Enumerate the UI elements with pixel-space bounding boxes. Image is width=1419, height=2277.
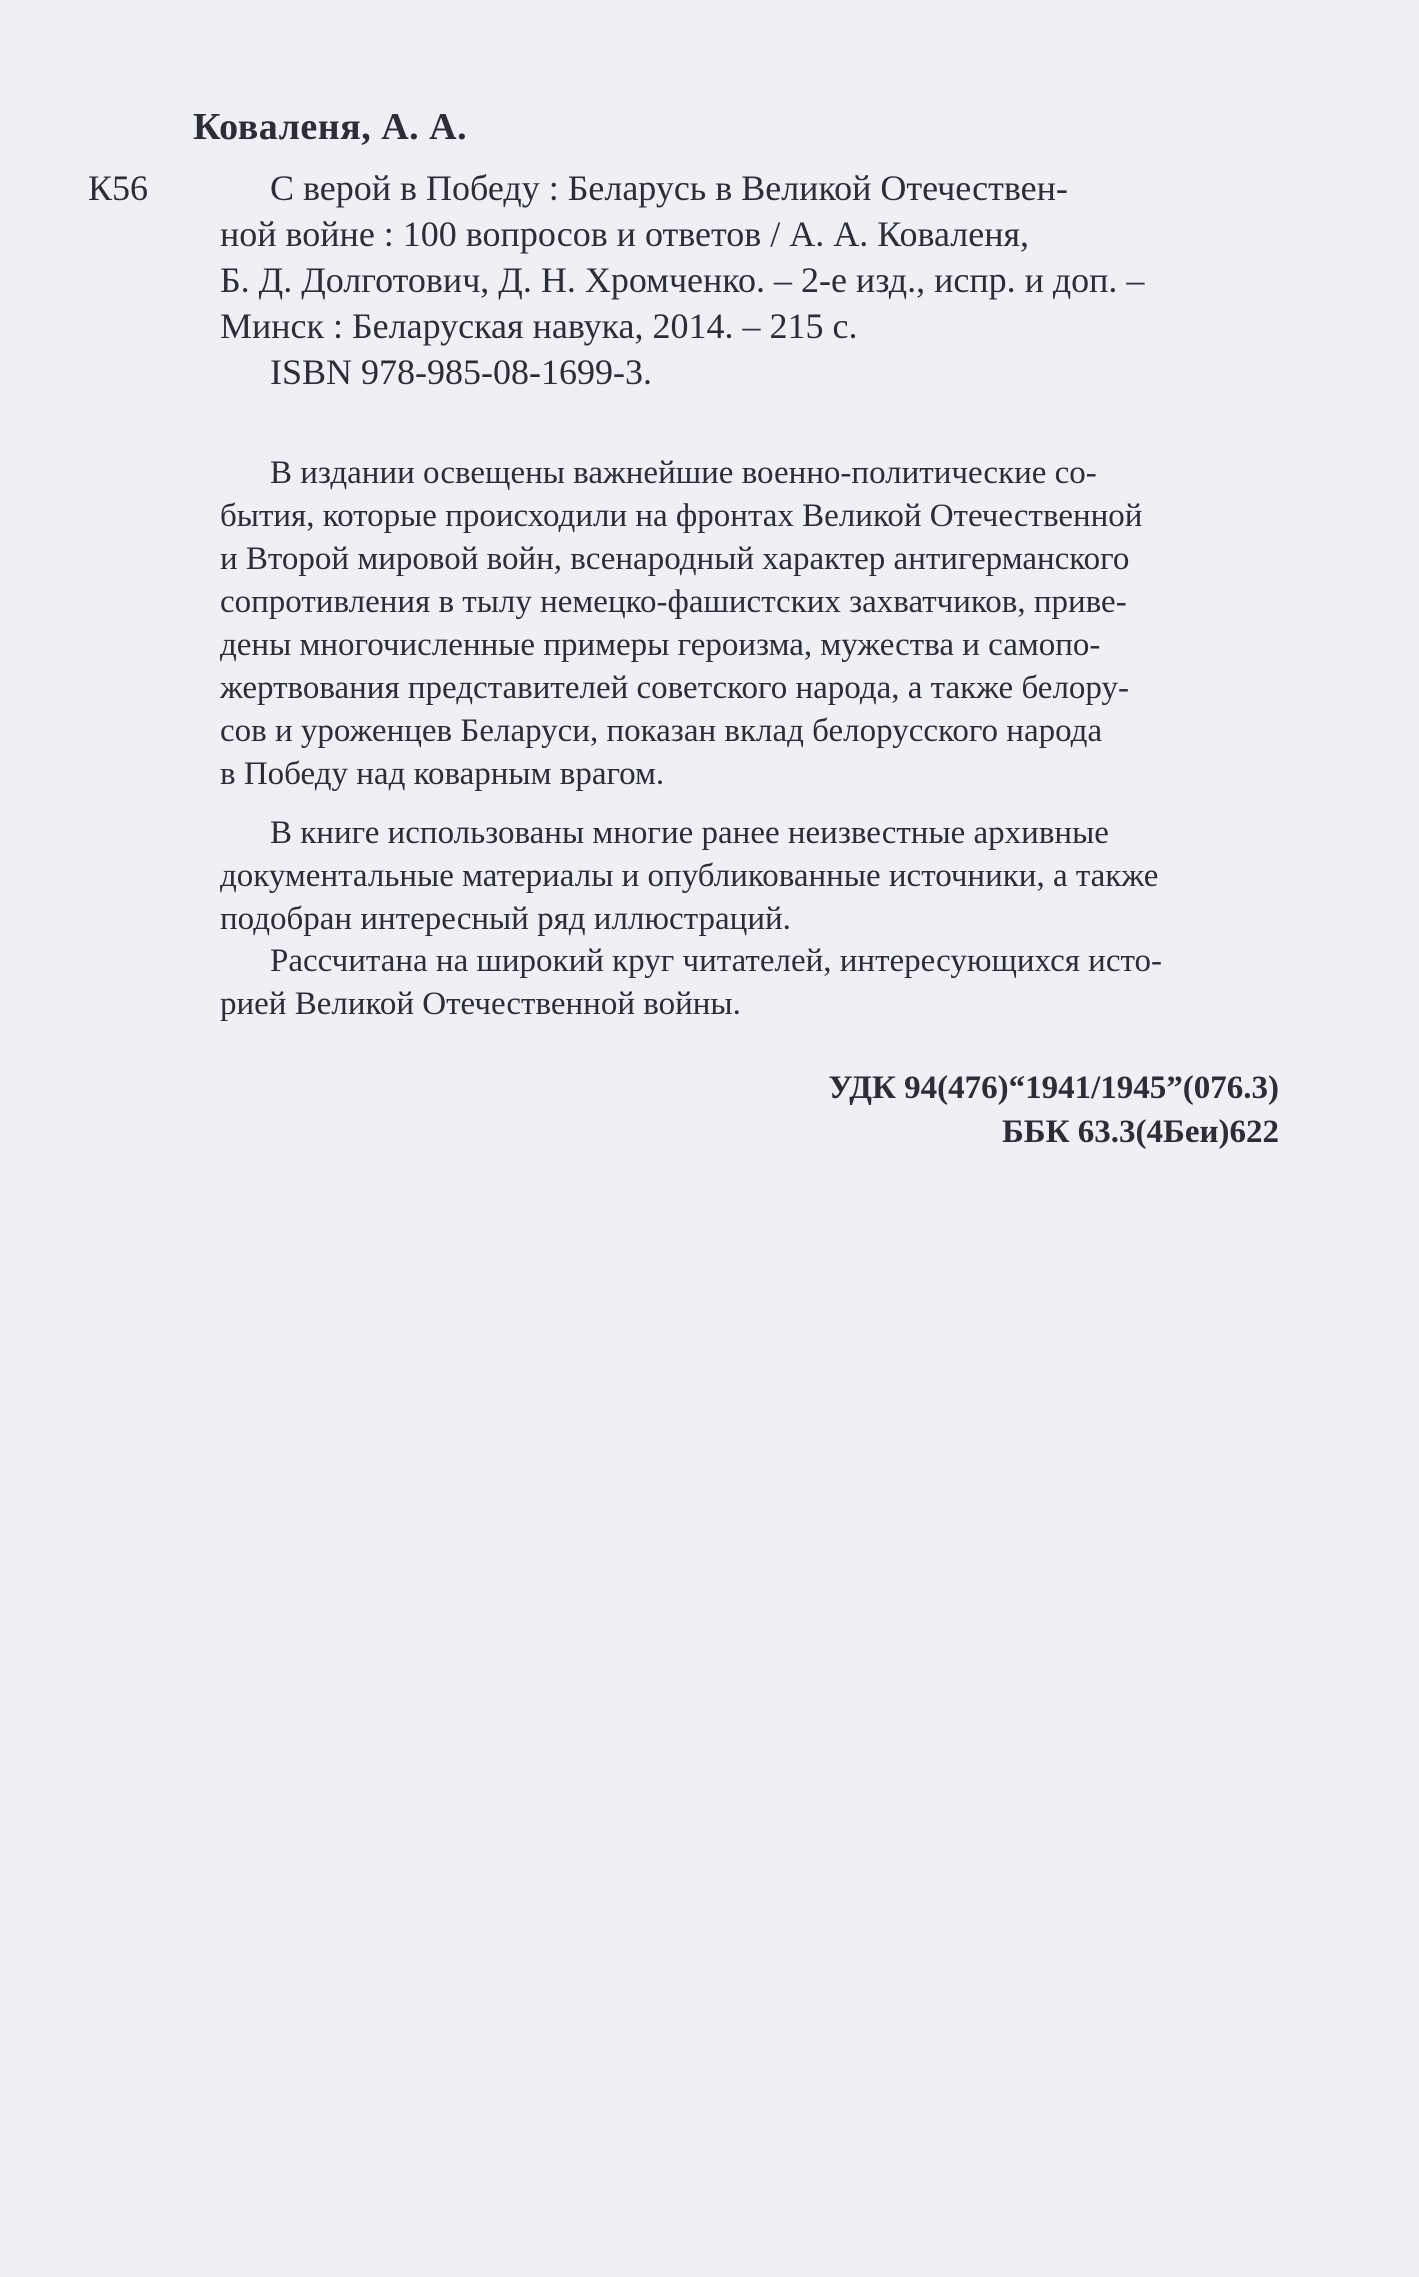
bib-line-4: Минск : Беларуская навука, 2014. – 215 с. — [220, 306, 858, 346]
isbn: ISBN 978-985-08-1699-3. — [270, 352, 652, 392]
abstract-paragraph-2 — [220, 812, 1280, 941]
abstract-line: в Победу над коварным врагом. — [220, 756, 665, 792]
bib-line-1-text: С верой в Победу : Беларусь в Великой Отечествен- — [270, 168, 1068, 208]
abstract-paragraph-3 — [220, 940, 1280, 1026]
abstract-line: и Второй мировой войн, всенародный характер антигерманского — [220, 541, 1130, 577]
bbk-code: ББК 63.3(4Беи)622 — [1001, 1114, 1279, 1150]
abstract-line: сопротивления в тылу немецко-фашистских захватчиков, приве- — [220, 584, 1127, 620]
bib-line-2: ной войне : 100 вопросов и ответов / А. А. Коваленя, — [220, 214, 1030, 254]
abstract-line: документальные материалы и опубликованные источники, а также — [220, 858, 1159, 894]
bib-line-1 — [270, 165, 1280, 211]
abstract-line: жертвования представителей советского народа, а также белору- — [220, 670, 1129, 706]
abstract-line: сов и уроженцев Беларуси, показан вклад белорусского народа — [220, 713, 1103, 749]
udk-code: УДК 94(476)“1941/1945”(076.3) — [828, 1070, 1279, 1106]
bibliographic-description — [220, 165, 1280, 395]
abstract-line: В издании освещены важнейшие военно-политические со- — [270, 455, 1097, 491]
abstract-line: бытия, которые происходили на фронтах Великой Отечественной — [220, 498, 1143, 534]
abstract-line: подобран интересный ряд иллюстраций. — [220, 901, 791, 937]
bib-line-3: Б. Д. Долготович, Д. Н. Хромченко. – 2-е изд., испр. и доп. – — [220, 260, 1145, 300]
abstract-paragraph-1 — [220, 452, 1280, 796]
abstract-line: В книге использованы многие ранее неизвестные архивные — [270, 815, 1109, 851]
call-number: К56 — [88, 168, 149, 208]
abstract-line: рией Великой Отечественной войны. — [220, 986, 741, 1022]
abstract-line: дены многочисленные примеры героизма, мужества и самопо- — [220, 627, 1101, 663]
abstract-line: Рассчитана на широкий круг читателей, интересующихся исто- — [270, 943, 1162, 979]
author-heading: Коваленя, А. А. — [193, 106, 468, 148]
